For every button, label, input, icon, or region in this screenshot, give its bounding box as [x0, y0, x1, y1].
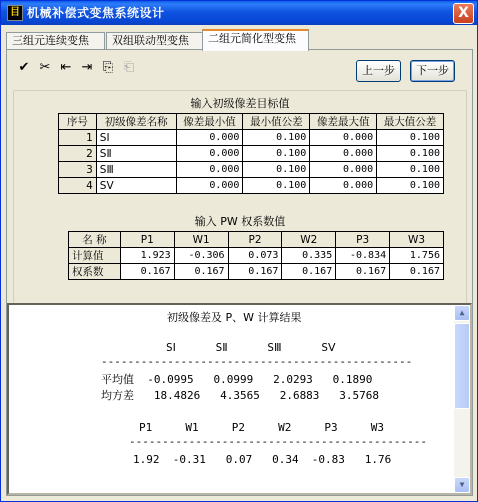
- row-index: 2: [59, 146, 97, 162]
- row-header: 计算值: [69, 248, 121, 264]
- row-index: 4: [59, 178, 97, 194]
- title-bar[interactable]: [1, 1, 477, 25]
- row-index: 3: [59, 162, 97, 178]
- prev-step-button[interactable]: 上一步: [356, 60, 401, 82]
- results-separator: -----------------------------------------------: [101, 355, 413, 368]
- row-header: 权系数: [69, 264, 121, 280]
- min-value-cell[interactable]: 0.000: [176, 130, 243, 146]
- weight-cell[interactable]: 0.167: [120, 264, 174, 280]
- delete-row-icon[interactable]: ⇥: [81, 60, 93, 75]
- max-value-cell[interactable]: 0.000: [310, 178, 377, 194]
- results-std-row: 均方差 18.4826 4.3565 2.6883 3.5768: [101, 389, 380, 402]
- check-icon[interactable]: ✔: [18, 60, 30, 75]
- min-value-cell[interactable]: 0.000: [176, 162, 243, 178]
- results-title: 初级像差及 P、W 计算结果: [167, 311, 302, 324]
- computed-value-cell: 0.073: [228, 248, 282, 264]
- column-header: W1: [174, 232, 228, 248]
- column-header: 名 称: [69, 232, 121, 248]
- column-header: P3: [336, 232, 390, 248]
- aberration-name-cell[interactable]: SⅠ: [96, 130, 176, 146]
- max-value-cell[interactable]: 0.000: [310, 146, 377, 162]
- target-table: [58, 113, 444, 194]
- table-header-row: [69, 232, 444, 248]
- column-header: 最小值公差: [243, 114, 310, 130]
- table-header-row: [59, 114, 444, 130]
- max-tolerance-cell[interactable]: 0.100: [377, 162, 444, 178]
- aberration-name-cell[interactable]: SⅤ: [96, 178, 176, 194]
- copy-icon[interactable]: ⎘: [102, 60, 114, 75]
- row-index: 1: [59, 130, 97, 146]
- min-value-cell[interactable]: 0.000: [176, 146, 243, 162]
- paste-icon[interactable]: ⎗: [123, 60, 135, 75]
- weight-cell[interactable]: 0.167: [390, 264, 444, 280]
- min-tolerance-cell[interactable]: 0.100: [243, 146, 310, 162]
- vertical-scrollbar[interactable]: [454, 305, 470, 493]
- computed-value-cell: 1.923: [120, 248, 174, 264]
- aberration-name-cell[interactable]: SⅡ: [96, 146, 176, 162]
- results-aberration-header: SⅠ SⅡ SⅢ SⅤ: [166, 341, 336, 354]
- target-table-title: 输入初级像差目标值: [190, 97, 290, 110]
- max-value-cell[interactable]: 0.000: [310, 162, 377, 178]
- aberration-name-cell[interactable]: SⅢ: [96, 162, 176, 178]
- weight-cell[interactable]: 0.167: [282, 264, 336, 280]
- scroll-thumb[interactable]: [454, 323, 470, 409]
- results-mean-row: 平均值 -0.0995 0.0999 2.0293 0.1890: [101, 373, 373, 386]
- column-header: 初级像差名称: [96, 114, 176, 130]
- max-tolerance-cell[interactable]: 0.100: [377, 146, 444, 162]
- column-header: W2: [282, 232, 336, 248]
- tab-two-group-simplified-zoom[interactable]: 二组元简化型变焦: [202, 29, 309, 51]
- weight-cell[interactable]: 0.167: [228, 264, 282, 280]
- table-row: [69, 248, 444, 264]
- computed-value-cell: 1.756: [390, 248, 444, 264]
- cut-icon[interactable]: ✂: [39, 60, 51, 75]
- max-tolerance-cell[interactable]: 0.100: [377, 130, 444, 146]
- min-tolerance-cell[interactable]: 0.100: [243, 130, 310, 146]
- column-header: 最大值公差: [377, 114, 444, 130]
- results-separator: ---------------------------------------------: [129, 435, 428, 448]
- table-row: [59, 178, 444, 194]
- weight-table: [68, 231, 444, 280]
- min-value-cell[interactable]: 0.000: [176, 178, 243, 194]
- computed-value-cell: -0.834: [336, 248, 390, 264]
- next-step-button[interactable]: 下一步: [410, 60, 455, 82]
- column-header: P2: [228, 232, 282, 248]
- column-header: 像差最小值: [176, 114, 243, 130]
- scroll-down-icon[interactable]: ▼: [454, 477, 470, 493]
- weight-table-title: 输入 PW 权系数值: [194, 215, 286, 228]
- app-icon: 目: [7, 5, 23, 21]
- insert-row-icon[interactable]: ⇤: [60, 60, 72, 75]
- column-header: 像差最大值: [310, 114, 377, 130]
- column-header: W3: [390, 232, 444, 248]
- tab-two-group-linked-zoom[interactable]: 双组联动型变焦: [106, 32, 203, 50]
- max-tolerance-cell[interactable]: 0.100: [377, 178, 444, 194]
- column-header: P1: [120, 232, 174, 248]
- table-row: [59, 130, 444, 146]
- close-button[interactable]: X: [453, 3, 474, 24]
- weight-cell[interactable]: 0.167: [174, 264, 228, 280]
- computed-value-cell: -0.306: [174, 248, 228, 264]
- results-pw-values: 1.92 -0.31 0.07 0.34 -0.83 1.76: [133, 453, 392, 466]
- results-pw-header: P1 W1 P2 W2 P3 W3: [139, 421, 385, 434]
- weight-cell[interactable]: 0.167: [336, 264, 390, 280]
- window-title: 机械补偿式变焦系统设计: [27, 6, 165, 20]
- min-tolerance-cell[interactable]: 0.100: [243, 162, 310, 178]
- max-value-cell[interactable]: 0.000: [310, 130, 377, 146]
- tab-three-group-continuous-zoom[interactable]: 三组元连续变焦: [6, 32, 105, 50]
- tab-panel: [6, 49, 473, 496]
- results-text-area[interactable]: [7, 303, 472, 495]
- input-group-box: [13, 90, 467, 305]
- column-header: 序号: [59, 114, 97, 130]
- table-row: [69, 264, 444, 280]
- min-tolerance-cell[interactable]: 0.100: [243, 178, 310, 194]
- scroll-up-icon[interactable]: ▲: [454, 305, 470, 321]
- table-row: [59, 146, 444, 162]
- computed-value-cell: 0.335: [282, 248, 336, 264]
- table-row: [59, 162, 444, 178]
